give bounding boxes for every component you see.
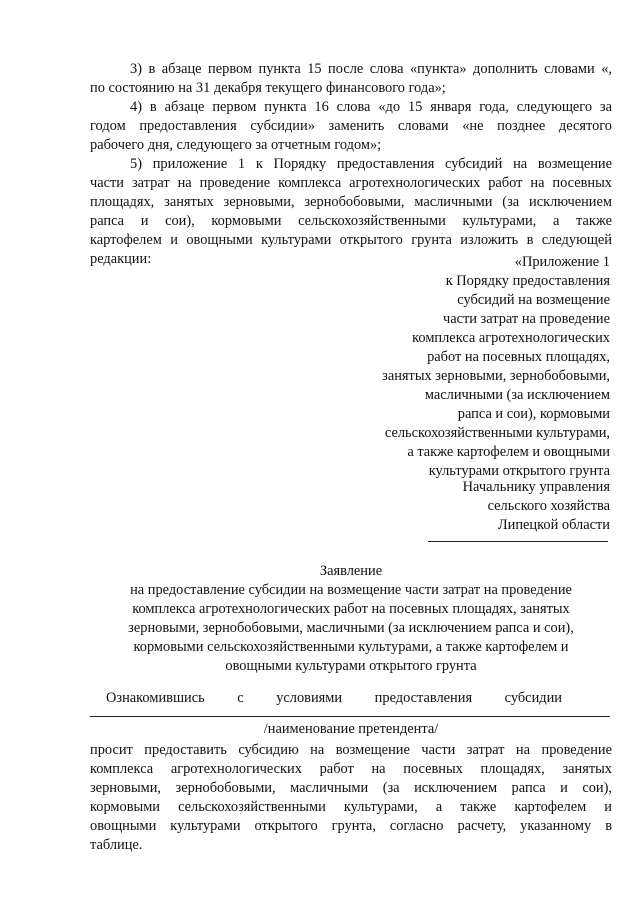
amendment-5-line-6: редакции:	[90, 251, 152, 267]
familiarized-line: Ознакомившись с условиями предоставления субсидии	[106, 690, 562, 706]
applicant-name-underline	[90, 716, 610, 717]
request-body-line: кормовыми сельскохозяйственными культурами, а также картофелем и	[90, 799, 612, 815]
amendment-5-line-3: площадях, занятых зерновыми, зернобобовыми, масличными (за исключением	[90, 194, 612, 210]
appendix-header-line: масличными (за исключением	[424, 387, 610, 403]
addressee-line: Начальнику управления	[462, 479, 610, 495]
request-body-line: зерновыми, зернобобовыми, масличными (за исключением рапса и сои),	[90, 780, 612, 796]
amendment-3-line-1: 3) в абзаце первом пункта 15 после слова «пункта» дополнить словами «,	[130, 61, 612, 77]
appendix-header-line: культурами открытого грунта	[428, 463, 610, 479]
statement-subtitle-line: зерновыми, зернобобовыми, масличными (за исключением рапса и сои),	[128, 620, 574, 636]
appendix-header-line: рапса и сои), кормовыми	[457, 406, 610, 422]
statement-subtitle-line: овощными культурами открытого грунта	[225, 658, 477, 674]
request-body-line: комплекса агротехнологических работ на посевных площадях, занятых	[90, 761, 612, 777]
amendment-4-line-1: 4) в абзаце первом пункта 16 слова «до 15 января года, следующего за	[130, 99, 612, 115]
appendix-header-line: части затрат на проведение	[442, 311, 610, 327]
addressee-line: Липецкой области	[497, 517, 610, 533]
appendix-header-line: сельскохозяйственными культурами,	[384, 425, 610, 441]
amendment-5-line-2: части затрат на проведение комплекса агротехнологических работ на посевных	[90, 175, 612, 191]
amendment-4-line-2: годом предоставления субсидии» заменить словами «не позднее десятого	[90, 118, 612, 134]
appendix-header-line: субсидий на возмещение	[457, 292, 610, 308]
amendment-5-line-5: картофелем и овощными культурами открытого грунта изложить в следующей	[90, 232, 612, 248]
amendment-5-line-1: 5) приложение 1 к Порядку предоставления субсидий на возмещение	[130, 156, 612, 172]
appendix-header-line: занятых зерновыми, зернобобовыми,	[382, 368, 610, 384]
statement-title: Заявление	[319, 563, 383, 579]
statement-subtitle-line: комплекса агротехнологических работ на посевных площадях, занятых	[132, 601, 570, 617]
request-body-line: таблице.	[90, 837, 143, 853]
amendment-4-line-3: рабочего дня, следующего за отчетным годом»;	[90, 137, 382, 153]
appendix-header-line: к Порядку предоставления	[445, 273, 610, 289]
statement-subtitle-line: кормовыми сельскохозяйственными культурами, а также картофелем и	[133, 639, 569, 655]
appendix-header-line: «Приложение 1	[514, 254, 610, 270]
request-body-line: овощными культурами открытого грунта, согласно расчету, указанному в	[90, 818, 612, 834]
appendix-header-line: а также картофелем и овощными	[407, 444, 610, 460]
statement-subtitle-line: на предоставление субсидии на возмещение части затрат на проведение	[130, 582, 572, 598]
appendix-header-line: комплекса агротехнологических	[412, 330, 610, 346]
applicant-caption: /наименование претендента/	[263, 721, 439, 737]
amendment-5-line-4: рапса и сои), кормовыми сельскохозяйственными культурами, а также	[90, 213, 612, 229]
addressee-line: сельского хозяйства	[487, 498, 610, 514]
request-body-line: просит предоставить субсидию на возмещение части затрат на проведение	[90, 742, 612, 758]
amendment-3-line-2: по состоянию на 31 декабря текущего финансового года»;	[90, 80, 446, 96]
addressee-signature-underline	[428, 541, 608, 542]
appendix-header-line: работ на посевных площадях,	[427, 349, 610, 365]
